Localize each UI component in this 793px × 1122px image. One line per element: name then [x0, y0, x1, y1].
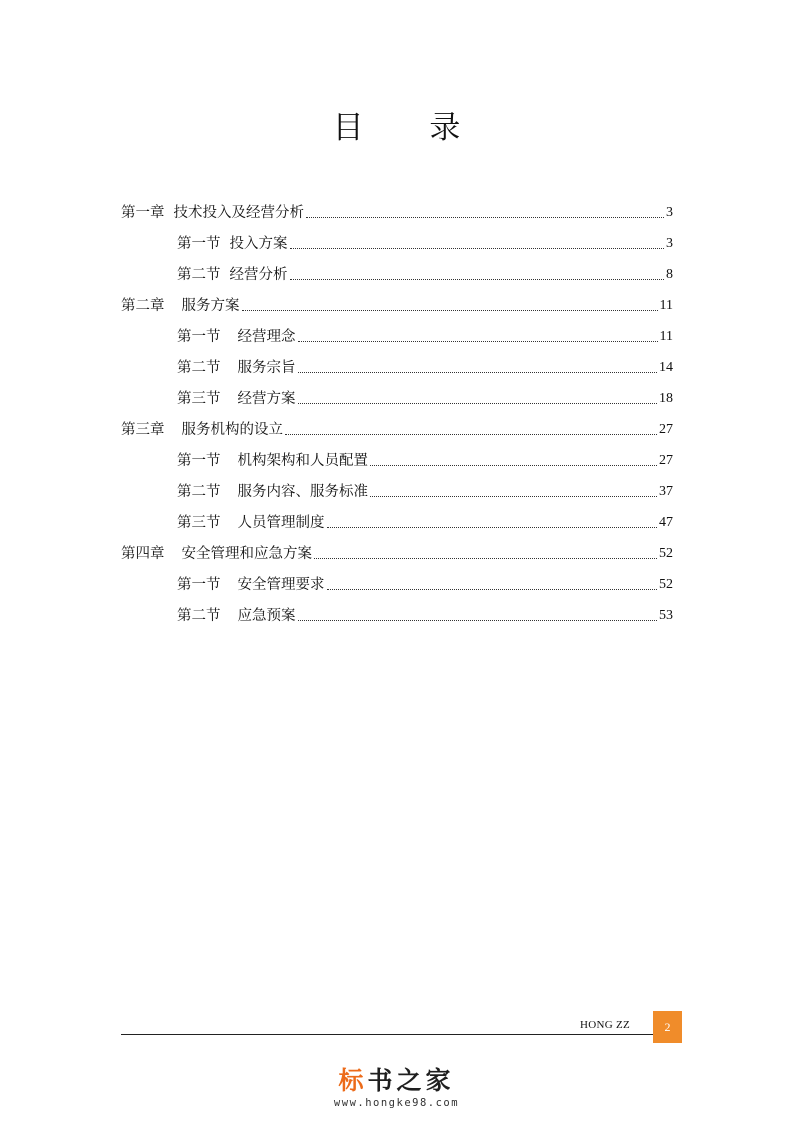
toc-entry-title: 经营方案	[237, 391, 296, 407]
toc-entry-title: 技术投入及经营分析	[173, 205, 304, 221]
toc-section-entry[interactable]	[177, 596, 673, 626]
toc-entry-title: 安全管理要求	[237, 577, 325, 593]
toc-section-entry[interactable]	[177, 317, 673, 347]
toc-dot-leader	[370, 465, 657, 466]
toc-dot-leader	[290, 279, 665, 280]
toc-dot-leader	[370, 496, 657, 497]
toc-dot-leader	[290, 248, 665, 249]
page-number-badge: 2	[653, 1011, 682, 1043]
footer-divider	[121, 1034, 653, 1035]
toc-entry-page: 18	[659, 391, 673, 406]
toc-dot-leader	[314, 558, 657, 559]
toc-entry-page: 27	[659, 453, 673, 468]
toc-entry-title: 经营理念	[237, 329, 296, 345]
watermark	[0, 1066, 793, 1109]
toc-section-entry[interactable]	[177, 565, 673, 595]
toc-entry-page: 14	[659, 360, 673, 375]
toc-entry-title: 经营分析	[229, 267, 288, 283]
toc-chapter-entry[interactable]	[121, 534, 673, 564]
toc-entry-page: 52	[659, 577, 673, 592]
toc-entry-page: 8	[666, 267, 673, 282]
toc-dot-leader	[285, 434, 657, 435]
toc-entry-page: 27	[659, 422, 673, 437]
toc-entry-page: 53	[659, 608, 673, 623]
toc-entry-title: 应急预案	[237, 608, 296, 624]
toc-entry-title: 服务宗旨	[237, 360, 296, 376]
toc-section-entry[interactable]	[177, 224, 673, 254]
toc-entry-number: 第二节	[177, 608, 221, 624]
toc-dot-leader	[306, 217, 664, 218]
toc-entry-number: 第二节	[177, 484, 221, 500]
toc-entry-number: 第一节	[177, 453, 221, 469]
toc-entry-title: 人员管理制度	[237, 515, 325, 531]
toc-dot-leader	[327, 589, 658, 590]
watermark-url: www.hongke98.com	[333, 1097, 460, 1109]
toc-dot-leader	[298, 620, 658, 621]
toc-entry-page: 11	[659, 329, 673, 344]
toc-entry-title: 服务方案	[181, 298, 240, 314]
toc-entry-number: 第二节	[177, 267, 221, 283]
page-title: 目 录	[332, 110, 489, 146]
toc-dot-leader	[327, 527, 658, 528]
toc-entry-number: 第二章	[121, 298, 165, 314]
toc-section-entry[interactable]	[177, 379, 673, 409]
toc-section-entry[interactable]	[177, 441, 673, 471]
watermark-logo: 标书之家	[338, 1066, 455, 1095]
toc-section-entry[interactable]	[177, 472, 673, 502]
toc-dot-leader	[298, 403, 658, 404]
toc-chapter-entry[interactable]	[121, 410, 673, 440]
toc-entry-page: 3	[666, 205, 673, 220]
toc-entry-number: 第一章	[121, 205, 165, 221]
footer-brand: HONG ZZ	[580, 1019, 631, 1031]
toc-dot-leader	[298, 341, 658, 342]
toc-entry-title: 机构架构和人员配置	[237, 453, 368, 469]
toc-entry-title: 服务机构的设立	[181, 422, 283, 438]
toc-entry-number: 第一节	[177, 329, 221, 345]
toc-section-entry[interactable]	[177, 348, 673, 378]
toc-entry-number: 第二节	[177, 360, 221, 376]
toc-section-entry[interactable]	[177, 255, 673, 285]
toc-chapter-entry[interactable]	[121, 193, 673, 223]
toc-dot-leader	[242, 310, 658, 311]
toc-entry-page: 52	[659, 546, 673, 561]
toc-entry-number: 第三章	[121, 422, 165, 438]
toc-entry-number: 第一节	[177, 236, 221, 252]
toc-dot-leader	[298, 372, 658, 373]
toc-entry-number: 第三节	[177, 391, 221, 407]
toc-entry-title: 投入方案	[229, 236, 288, 252]
toc-entry-title: 安全管理和应急方案	[181, 546, 312, 562]
toc-chapter-entry[interactable]	[121, 286, 673, 316]
toc-entry-number: 第四章	[121, 546, 165, 562]
toc-entry-page: 47	[659, 515, 673, 530]
toc-entry-number: 第三节	[177, 515, 221, 531]
toc-entry-page: 3	[666, 236, 673, 251]
toc-entry-title: 服务内容、服务标准	[237, 484, 368, 500]
toc-entry-number: 第一节	[177, 577, 221, 593]
toc-entry-page: 11	[659, 298, 673, 313]
toc-section-entry[interactable]	[177, 503, 673, 533]
toc-entry-page: 37	[659, 484, 673, 499]
